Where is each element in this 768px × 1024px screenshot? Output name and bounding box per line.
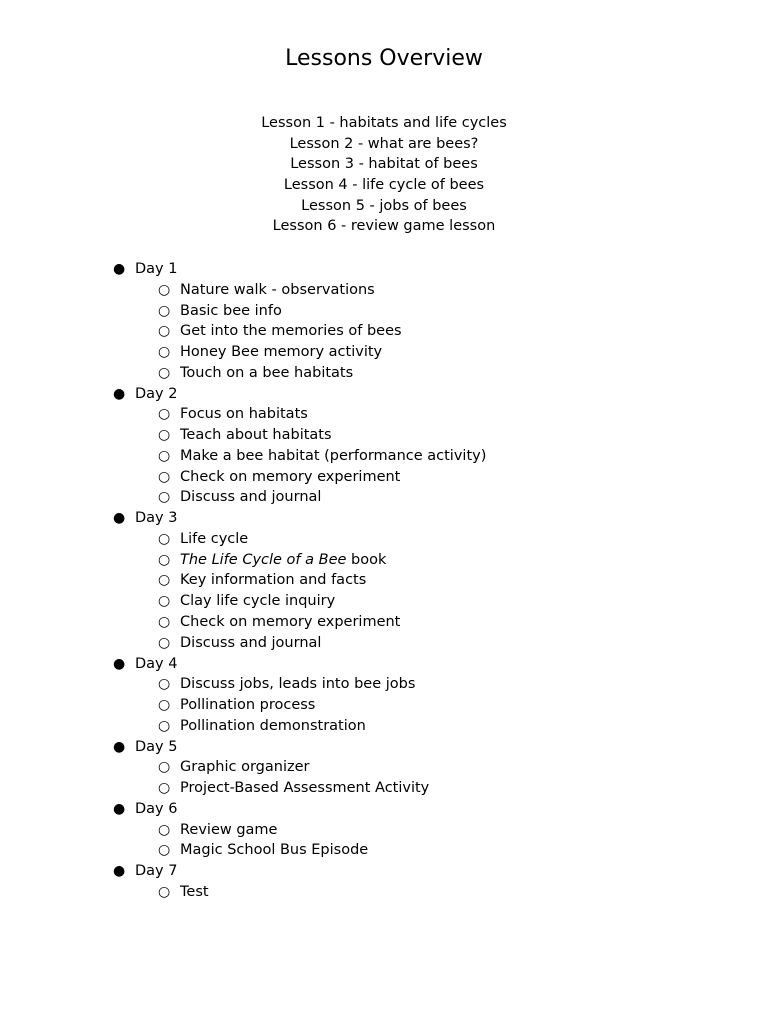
activity-item: [0, 425, 768, 446]
day-item: [0, 861, 768, 882]
day-label: Day 3: [135, 510, 178, 527]
day-item: [0, 384, 768, 405]
hollow-bullet-icon: ○: [158, 717, 171, 734]
activity-text: book: [346, 551, 387, 568]
activity-label: Clay life cycle inquiry: [180, 593, 336, 610]
activity-item: [0, 695, 768, 716]
activity-label: Project-Based Assessment Activity: [180, 780, 430, 797]
hollow-bullet-icon: ○: [158, 530, 171, 547]
filled-bullet-icon: ●: [113, 655, 126, 672]
activity-label: Discuss jobs, leads into bee jobs: [180, 676, 416, 693]
day-label: Day 6: [135, 800, 178, 817]
activity-item: [0, 757, 768, 778]
activity-item: [0, 840, 768, 861]
book-title: The Life Cycle of a Bee: [180, 551, 347, 568]
activity-label: Review game: [180, 821, 278, 838]
activity-label: Discuss and journal: [180, 634, 322, 651]
activity-label: Key information and facts: [180, 572, 367, 589]
hollow-bullet-icon: ○: [158, 427, 171, 444]
day-label: Day 5: [135, 738, 178, 755]
hollow-bullet-icon: ○: [158, 883, 171, 900]
activity-label: Get into the memories of bees: [180, 323, 402, 340]
activity-item: [0, 820, 768, 841]
activity-item: [0, 529, 768, 550]
lesson-item: Lesson 4 - life cycle of bees: [283, 177, 485, 194]
day-label: Day 7: [135, 863, 178, 880]
day-item: [0, 508, 768, 529]
activity-item: [0, 301, 768, 322]
activity-label: Focus on habitats: [180, 406, 308, 423]
hollow-bullet-icon: ○: [158, 593, 171, 610]
activity-label: Life cycle: [180, 530, 249, 547]
activity-item: [0, 404, 768, 425]
filled-bullet-icon: ●: [113, 863, 126, 880]
activity-item: [0, 633, 768, 654]
lesson-item: Lesson 3 - habitat of bees: [290, 156, 478, 173]
activity-label: Graphic organizer: [180, 759, 310, 776]
activity-label: Make a bee habitat (performance activity): [180, 447, 487, 464]
lesson-item: Lesson 5 - jobs of bees: [301, 197, 467, 214]
lessons-list: [0, 113, 768, 237]
hollow-bullet-icon: ○: [158, 551, 171, 568]
activity-label: Touch on a bee habitats: [180, 364, 354, 381]
filled-bullet-icon: ●: [113, 385, 126, 402]
activity-item: [0, 591, 768, 612]
day-label: Day 1: [135, 261, 178, 277]
activity-label: [180, 550, 386, 571]
activity-item: [0, 570, 768, 591]
filled-bullet-icon: ●: [113, 261, 126, 277]
hollow-bullet-icon: ○: [158, 780, 171, 797]
activity-item: [0, 716, 768, 737]
activity-item: [0, 342, 768, 363]
lesson-item: Lesson 2 - what are bees?: [289, 135, 479, 152]
activity-item: [0, 550, 768, 571]
hollow-bullet-icon: ○: [158, 302, 171, 319]
hollow-bullet-icon: ○: [158, 759, 171, 776]
day-item: [0, 259, 768, 280]
activity-item: [0, 674, 768, 695]
day-schedule-list: [0, 259, 768, 903]
hollow-bullet-icon: ○: [158, 406, 171, 423]
activity-label: Pollination process: [180, 697, 316, 714]
hollow-bullet-icon: ○: [158, 572, 171, 589]
filled-bullet-icon: ●: [113, 738, 126, 755]
activity-label: Discuss and journal: [180, 489, 322, 506]
activity-item: [0, 778, 768, 799]
activity-item: [0, 487, 768, 508]
hollow-bullet-icon: ○: [158, 697, 171, 714]
day-label: Day 4: [135, 655, 178, 672]
hollow-bullet-icon: ○: [158, 447, 171, 464]
activity-label: Nature walk - observations: [180, 281, 375, 298]
hollow-bullet-icon: ○: [158, 676, 171, 693]
activity-label: Check on memory experiment: [180, 614, 401, 631]
activity-label: Teach about habitats: [180, 427, 332, 444]
activity-label: Pollination demonstration: [180, 717, 366, 734]
activity-item: [0, 321, 768, 342]
activity-label: Test: [180, 883, 209, 900]
activity-label: Basic bee info: [180, 302, 282, 319]
lesson-item: Lesson 6 - review game lesson: [272, 218, 496, 235]
activity-label: Check on memory experiment: [180, 468, 401, 485]
activity-label: Honey Bee memory activity: [180, 344, 383, 361]
activity-item: [0, 467, 768, 488]
hollow-bullet-icon: ○: [158, 634, 171, 651]
activity-item: [0, 612, 768, 633]
day-label: Day 2: [135, 385, 178, 402]
activity-item: [0, 446, 768, 467]
hollow-bullet-icon: ○: [158, 344, 171, 361]
hollow-bullet-icon: ○: [158, 489, 171, 506]
hollow-bullet-icon: ○: [158, 364, 171, 381]
hollow-bullet-icon: ○: [158, 614, 171, 631]
day-item: [0, 737, 768, 758]
hollow-bullet-icon: ○: [158, 842, 171, 859]
hollow-bullet-icon: ○: [158, 468, 171, 485]
day-item: [0, 654, 768, 675]
filled-bullet-icon: ●: [113, 800, 126, 817]
day-item: [0, 799, 768, 820]
activity-item: [0, 280, 768, 301]
activity-item: [0, 882, 768, 903]
hollow-bullet-icon: ○: [158, 821, 171, 838]
filled-bullet-icon: ●: [113, 510, 126, 527]
page-title: Lessons Overview: [285, 46, 483, 71]
hollow-bullet-icon: ○: [158, 323, 171, 340]
activity-label: Magic School Bus Episode: [180, 842, 369, 859]
lesson-item: Lesson 1 - habitats and life cycles: [261, 115, 507, 131]
hollow-bullet-icon: ○: [158, 281, 171, 298]
activity-item: [0, 363, 768, 384]
